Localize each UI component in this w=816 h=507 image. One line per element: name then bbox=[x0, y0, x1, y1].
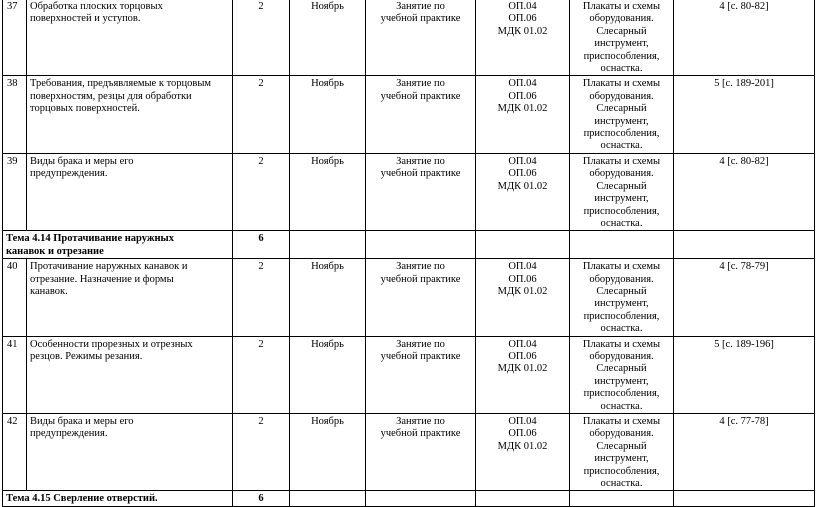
lesson-month-cell bbox=[290, 76, 366, 153]
lesson-month-cell bbox=[290, 414, 366, 491]
lesson-equipment: оснастка. bbox=[600, 63, 643, 75]
lesson-number: 40 bbox=[7, 261, 18, 273]
lesson-hours: 2 bbox=[258, 155, 264, 167]
empty-cell bbox=[476, 491, 570, 506]
empty-cell bbox=[366, 491, 476, 506]
lesson-code: ОП.04 bbox=[508, 416, 537, 427]
lesson-equipment: инструмент, bbox=[594, 38, 649, 50]
topic-row bbox=[3, 231, 815, 259]
lesson-kind: учебной практике bbox=[380, 13, 461, 25]
lesson-equipment: оснастка. bbox=[600, 323, 643, 335]
lesson-code: МДК 01.02 bbox=[497, 180, 548, 192]
lesson-equipment-cell bbox=[570, 153, 674, 230]
lesson-kind: Занятие по bbox=[396, 78, 445, 90]
lesson-month-cell bbox=[290, 259, 366, 336]
lesson-reference-cell bbox=[674, 76, 815, 153]
lesson-title-cell bbox=[27, 153, 233, 230]
lesson-codes-cell bbox=[476, 336, 570, 413]
lesson-kind: учебной практике bbox=[380, 90, 461, 102]
lesson-kind: учебной практике bbox=[380, 273, 461, 285]
lesson-equipment-cell bbox=[570, 76, 674, 153]
lesson-title: резцов. Режимы резания. bbox=[30, 350, 143, 362]
lesson-equipment: оборудования. bbox=[589, 90, 654, 102]
lesson-number: 38 bbox=[7, 78, 18, 90]
lesson-codes-cell bbox=[476, 414, 570, 491]
lesson-title: Особенности прорезных и отрезных bbox=[30, 338, 193, 350]
lesson-title-cell bbox=[27, 76, 233, 153]
lesson-kind: Занятие по bbox=[396, 1, 445, 12]
lesson-code: ОП.06 bbox=[508, 273, 537, 285]
table-row bbox=[3, 259, 815, 336]
lesson-equipment: оснастка. bbox=[600, 217, 643, 229]
empty-cell bbox=[570, 491, 674, 506]
lesson-code: ОП.06 bbox=[508, 168, 537, 180]
lesson-reference-cell bbox=[674, 336, 815, 413]
topic-hours: 6 bbox=[258, 233, 264, 245]
lesson-code: МДК 01.02 bbox=[497, 285, 548, 297]
lesson-equipment: Слесарный bbox=[596, 25, 647, 37]
topic-title: канавок и отрезание bbox=[6, 245, 104, 257]
lesson-code: ОП.06 bbox=[508, 13, 537, 25]
table-row bbox=[3, 153, 815, 230]
lesson-equipment: инструмент, bbox=[594, 298, 649, 310]
empty-cell bbox=[674, 491, 815, 506]
lesson-reference: 4 [с. 77-78] bbox=[719, 416, 769, 427]
lesson-month-cell bbox=[290, 336, 366, 413]
topic-hours: 6 bbox=[258, 493, 264, 505]
lesson-title: поверхностей и уступов. bbox=[30, 13, 141, 25]
lesson-title-cell bbox=[27, 259, 233, 336]
lesson-reference-cell bbox=[674, 414, 815, 491]
lesson-number: 41 bbox=[7, 338, 18, 350]
lesson-equipment-cell bbox=[570, 336, 674, 413]
topic-hours-cell bbox=[233, 491, 290, 506]
lesson-title: Требования, предъявляемые к торцовым bbox=[30, 78, 212, 90]
lesson-month-cell bbox=[290, 0, 366, 76]
lesson-equipment: Плакаты и схемы bbox=[582, 261, 661, 273]
lesson-equipment: Слесарный bbox=[596, 180, 647, 192]
table-body bbox=[3, 0, 815, 506]
lesson-reference: 4 [с. 80-82] bbox=[719, 155, 769, 167]
lesson-kind-cell bbox=[366, 153, 476, 230]
lesson-reference-cell bbox=[674, 259, 815, 336]
table-row bbox=[3, 336, 815, 413]
lesson-title: отрезание. Назначение и формы bbox=[30, 273, 174, 285]
lesson-number-cell bbox=[3, 414, 27, 491]
table-row bbox=[3, 0, 815, 76]
lesson-equipment: приспособления, bbox=[583, 50, 660, 62]
empty-cell bbox=[476, 231, 570, 259]
topic-title-cell bbox=[3, 491, 233, 506]
lesson-equipment: приспособления, bbox=[583, 388, 660, 400]
lesson-title-cell bbox=[27, 414, 233, 491]
lesson-title: Обработка плоских торцовых bbox=[30, 1, 163, 12]
lesson-kind-cell bbox=[366, 76, 476, 153]
lesson-code: ОП.04 bbox=[508, 78, 537, 90]
lesson-title: торцовых поверхностей. bbox=[30, 103, 140, 115]
lesson-hours: 2 bbox=[258, 1, 264, 12]
lesson-reference: 5 [с. 189-196] bbox=[714, 338, 774, 350]
lesson-equipment: Плакаты и схемы bbox=[582, 155, 661, 167]
lesson-equipment: Слесарный bbox=[596, 363, 647, 375]
lesson-reference-cell bbox=[674, 0, 815, 76]
lesson-equipment: инструмент, bbox=[594, 453, 649, 465]
lesson-code: ОП.04 bbox=[508, 1, 537, 12]
empty-cell bbox=[674, 231, 815, 259]
lesson-equipment: оборудования. bbox=[589, 273, 654, 285]
lesson-hours: 2 bbox=[258, 338, 264, 350]
lesson-reference: 4 [с. 78-79] bbox=[719, 261, 769, 273]
lesson-equipment: Плакаты и схемы bbox=[582, 416, 661, 427]
lesson-reference: 5 [с. 189-201] bbox=[714, 78, 774, 90]
lesson-hours-cell bbox=[233, 336, 290, 413]
lesson-kind: Занятие по bbox=[396, 261, 445, 273]
lesson-title-cell bbox=[27, 336, 233, 413]
table-row bbox=[3, 76, 815, 153]
lesson-code: МДК 01.02 bbox=[497, 363, 548, 375]
lesson-number-cell bbox=[3, 153, 27, 230]
lesson-equipment-cell bbox=[570, 414, 674, 491]
lesson-equipment: оборудования. bbox=[589, 350, 654, 362]
lesson-title-cell bbox=[27, 0, 233, 76]
lesson-kind: учебной практике bbox=[380, 428, 461, 440]
lesson-number-cell bbox=[3, 76, 27, 153]
lesson-kind-cell bbox=[366, 259, 476, 336]
lesson-kind-cell bbox=[366, 414, 476, 491]
lesson-month: Ноябрь bbox=[311, 1, 344, 12]
topic-title: Тема 4.14 Протачивание наружных bbox=[6, 233, 174, 245]
lesson-title: предупреждения. bbox=[30, 168, 108, 180]
lesson-equipment: оборудования. bbox=[589, 13, 654, 25]
lesson-title: предупреждения. bbox=[30, 428, 108, 440]
lesson-codes-cell bbox=[476, 259, 570, 336]
lesson-equipment: Слесарный bbox=[596, 103, 647, 115]
lesson-code: МДК 01.02 bbox=[497, 25, 548, 37]
lesson-equipment-cell bbox=[570, 259, 674, 336]
lesson-code: ОП.06 bbox=[508, 350, 537, 362]
lesson-equipment: оснастка. bbox=[600, 140, 643, 152]
lesson-code: МДК 01.02 bbox=[497, 440, 548, 452]
lesson-equipment: приспособления, bbox=[583, 465, 660, 477]
topic-title: Тема 4.15 Сверление отверстий. bbox=[6, 493, 158, 505]
lesson-hours: 2 bbox=[258, 416, 264, 427]
lesson-hours-cell bbox=[233, 153, 290, 230]
topic-row bbox=[3, 491, 815, 506]
lesson-equipment: приспособления, bbox=[583, 310, 660, 322]
empty-cell bbox=[366, 231, 476, 259]
lesson-equipment: приспособления, bbox=[583, 128, 660, 140]
lesson-title: канавок. bbox=[30, 285, 68, 297]
lesson-code: ОП.06 bbox=[508, 90, 537, 102]
topic-title-cell bbox=[3, 231, 233, 259]
lesson-reference-cell bbox=[674, 153, 815, 230]
empty-cell bbox=[290, 491, 366, 506]
lesson-equipment: инструмент, bbox=[594, 193, 649, 205]
lesson-hours: 2 bbox=[258, 261, 264, 273]
lesson-kind: учебной практике bbox=[380, 168, 461, 180]
lesson-number: 37 bbox=[7, 1, 18, 12]
lesson-kind: Занятие по bbox=[396, 416, 445, 427]
lesson-plan-table bbox=[2, 0, 815, 507]
lesson-title: Виды брака и меры его bbox=[30, 155, 134, 167]
lesson-month-cell bbox=[290, 153, 366, 230]
table-row bbox=[3, 414, 815, 491]
lesson-title: Виды брака и меры его bbox=[30, 416, 134, 427]
lesson-equipment: инструмент, bbox=[594, 115, 649, 127]
empty-cell bbox=[570, 231, 674, 259]
lesson-equipment: инструмент, bbox=[594, 375, 649, 387]
lesson-equipment-cell bbox=[570, 0, 674, 76]
topic-hours-cell bbox=[233, 231, 290, 259]
lesson-code: ОП.06 bbox=[508, 428, 537, 440]
lesson-month: Ноябрь bbox=[311, 416, 344, 427]
lesson-month: Ноябрь bbox=[311, 261, 344, 273]
lesson-codes-cell bbox=[476, 76, 570, 153]
lesson-number-cell bbox=[3, 336, 27, 413]
lesson-equipment: оснастка. bbox=[600, 478, 643, 490]
lesson-codes-cell bbox=[476, 0, 570, 76]
lesson-equipment: Плакаты и схемы bbox=[582, 78, 661, 90]
lesson-hours-cell bbox=[233, 0, 290, 76]
lesson-kind: учебной практике bbox=[380, 350, 461, 362]
lesson-hours-cell bbox=[233, 259, 290, 336]
lesson-code: ОП.04 bbox=[508, 155, 537, 167]
lesson-kind-cell bbox=[366, 336, 476, 413]
lesson-equipment: Слесарный bbox=[596, 285, 647, 297]
lesson-kind: Занятие по bbox=[396, 155, 445, 167]
lesson-hours-cell bbox=[233, 414, 290, 491]
lesson-number-cell bbox=[3, 259, 27, 336]
lesson-title: Протачивание наружных канавок и bbox=[30, 261, 188, 273]
lesson-hours-cell bbox=[233, 76, 290, 153]
lesson-code: ОП.04 bbox=[508, 261, 537, 273]
lesson-month: Ноябрь bbox=[311, 155, 344, 167]
lesson-month: Ноябрь bbox=[311, 78, 344, 90]
empty-cell bbox=[290, 231, 366, 259]
lesson-codes-cell bbox=[476, 153, 570, 230]
lesson-number: 42 bbox=[7, 416, 18, 427]
lesson-title: поверхностям, резцы для обработки bbox=[30, 90, 192, 102]
lesson-equipment: оснастка. bbox=[600, 400, 643, 412]
lesson-equipment: Слесарный bbox=[596, 440, 647, 452]
lesson-number-cell bbox=[3, 0, 27, 76]
lesson-code: МДК 01.02 bbox=[497, 103, 548, 115]
lesson-equipment: оборудования. bbox=[589, 168, 654, 180]
lesson-code: ОП.04 bbox=[508, 338, 537, 350]
lesson-equipment: оборудования. bbox=[589, 428, 654, 440]
lesson-kind-cell bbox=[366, 0, 476, 76]
lesson-equipment: Плакаты и схемы bbox=[582, 338, 661, 350]
lesson-equipment: приспособления, bbox=[583, 205, 660, 217]
lesson-number: 39 bbox=[7, 155, 18, 167]
lesson-hours: 2 bbox=[258, 78, 264, 90]
lesson-equipment: Плакаты и схемы bbox=[582, 1, 661, 12]
lesson-kind: Занятие по bbox=[396, 338, 445, 350]
lesson-reference: 4 [с. 80-82] bbox=[719, 1, 769, 12]
lesson-month: Ноябрь bbox=[311, 338, 344, 350]
